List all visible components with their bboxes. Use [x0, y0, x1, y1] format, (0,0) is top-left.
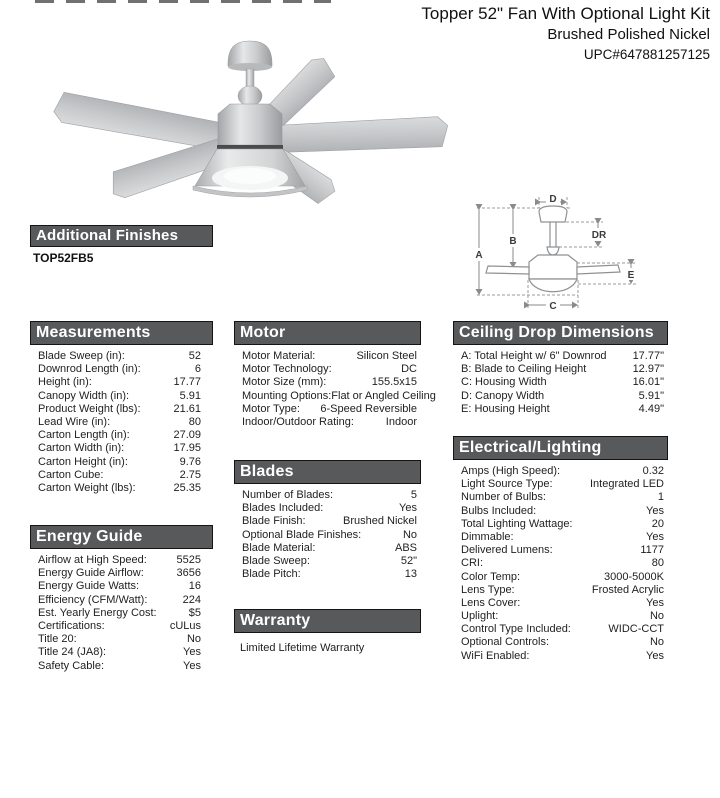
sku-code: TOP52FB5 — [33, 251, 94, 265]
spec-row — [234, 376, 421, 389]
section-blades — [234, 460, 421, 581]
spec-value: 17.77" — [632, 350, 664, 362]
spec-row — [453, 650, 668, 663]
spec-label: Delivered Lumens: — [461, 544, 553, 557]
spec-label: Certifications: — [38, 619, 105, 632]
spec-label: Blade Sweep: — [242, 554, 310, 567]
spec-label: Motor Technology: — [242, 363, 332, 376]
spec-row — [453, 363, 668, 376]
spec-label: B: Blade to Ceiling Height — [461, 363, 587, 376]
spec-row — [453, 557, 668, 570]
spec-label: WiFi Enabled: — [461, 649, 530, 662]
spec-label: Bulbs Included: — [461, 504, 537, 517]
spec-row — [234, 350, 421, 363]
motor-table — [234, 350, 436, 429]
spec-label: Airflow at High Speed: — [38, 554, 147, 566]
diagram-label-a: A — [475, 250, 483, 261]
spec-value: 2.75 — [179, 468, 201, 481]
spec-label: Light Source Type: — [461, 478, 553, 491]
spec-value: Yes — [399, 502, 417, 515]
spec-value: 17.77 — [173, 376, 201, 389]
spec-row — [453, 465, 668, 478]
spec-label: Dimmable: — [461, 530, 514, 543]
spec-row — [453, 610, 668, 623]
spec-label: Uplight: — [461, 610, 499, 623]
spec-label: Carton Width (in): — [38, 442, 125, 455]
spec-row — [30, 416, 213, 429]
spec-value: 27.09 — [173, 429, 201, 442]
spec-value: Yes — [646, 530, 664, 543]
spec-value: 6 — [194, 363, 201, 376]
title-block — [421, 3, 710, 64]
spec-row — [30, 567, 213, 580]
spec-row — [234, 542, 421, 555]
spec-value: cULus — [169, 619, 201, 632]
ceiling-drop-diagram — [460, 168, 710, 316]
spec-row — [234, 502, 421, 515]
spec-row — [30, 633, 213, 646]
spec-label: Lens Cover: — [461, 596, 521, 609]
product-title: Topper 52" Fan With Optional Light Kit — [421, 4, 710, 23]
section-header-measurements: Measurements — [30, 321, 213, 345]
spec-value: 1 — [657, 491, 664, 504]
fan-product-image — [50, 28, 460, 223]
spec-row — [453, 531, 668, 544]
spec-row — [30, 607, 213, 620]
spec-row — [30, 350, 213, 363]
section-warranty — [234, 609, 421, 654]
spec-value: 5.91 — [179, 389, 201, 402]
spec-row — [30, 390, 213, 403]
spec-value: 6-Speed Reversible — [320, 402, 417, 415]
spec-row — [234, 489, 421, 502]
spec-row — [234, 568, 421, 581]
spec-row — [453, 478, 668, 491]
spec-row — [453, 623, 668, 636]
product-finish: Brushed Polished Nickel — [547, 26, 710, 44]
spec-value: 5 — [410, 489, 417, 501]
spec-value: 1177 — [640, 544, 664, 557]
fan-canopy — [228, 41, 272, 71]
spec-value: $5 — [188, 606, 201, 619]
spec-label: Blade Finish: — [242, 515, 306, 528]
spec-row — [453, 403, 668, 416]
spec-value: 52 — [188, 350, 201, 362]
spec-value: No — [402, 528, 417, 541]
spec-row — [30, 442, 213, 455]
spec-value: 13 — [404, 568, 417, 581]
diagram-label-c: C — [549, 301, 557, 312]
spec-label: Blade Material: — [242, 541, 316, 554]
spec-row — [234, 389, 436, 403]
spec-value: 12.97" — [632, 363, 664, 376]
spec-label: Motor Size (mm): — [242, 376, 327, 389]
spec-label: Blades Included: — [242, 502, 324, 515]
spec-value: Silicon Steel — [356, 350, 417, 362]
spec-row — [30, 469, 213, 482]
section-header-ceiling-drop: Ceiling Drop Dimensions — [453, 321, 668, 345]
spec-row — [234, 515, 421, 528]
energy-guide-table — [30, 554, 213, 673]
spec-label: Indoor/Outdoor Rating: — [242, 415, 354, 428]
spec-value: DC — [401, 363, 417, 376]
spec-value: Integrated LED — [590, 478, 664, 491]
spec-row — [453, 491, 668, 504]
spec-row — [453, 597, 668, 610]
section-header-energy-guide: Energy Guide — [30, 525, 213, 549]
spec-label: Carton Height (in): — [38, 455, 128, 468]
section-electrical-lighting — [453, 436, 668, 663]
spec-row — [30, 660, 213, 673]
spec-label: Efficiency (CFM/Watt): — [38, 593, 148, 606]
spec-label: C: Housing Width — [461, 376, 547, 389]
spec-label: Number of Bulbs: — [461, 491, 546, 504]
spec-row — [30, 482, 213, 495]
spec-label: Motor Type: — [242, 402, 300, 415]
spec-value: Yes — [646, 504, 664, 517]
spec-label: Amps (High Speed): — [461, 465, 561, 477]
spec-label: Energy Guide Airflow: — [38, 567, 144, 580]
spec-row — [234, 555, 421, 568]
spec-label: Carton Length (in): — [38, 429, 130, 442]
spec-label: D: Canopy Width — [461, 389, 545, 402]
spec-label: Lens Type: — [461, 583, 515, 596]
spec-value: 3000-5000K — [604, 570, 664, 583]
spec-value: 80 — [651, 557, 664, 570]
spec-value: 20 — [651, 517, 664, 530]
section-measurements — [30, 321, 213, 495]
spec-value: WIDC-CCT — [608, 623, 664, 636]
spec-row — [234, 363, 421, 376]
spec-value: 224 — [182, 593, 201, 606]
spec-row — [30, 554, 213, 567]
diagram-label-b: B — [509, 236, 517, 247]
spec-value: No — [649, 636, 664, 649]
spec-label: Carton Weight (lbs): — [38, 481, 136, 494]
spec-value: No — [649, 610, 664, 623]
spec-label: Lead Wire (in): — [38, 415, 111, 428]
spec-row — [453, 636, 668, 649]
product-upc: UPC#647881257125 — [583, 47, 710, 62]
spec-value: 21.61 — [173, 402, 201, 415]
warranty-text: Limited Lifetime Warranty — [240, 642, 365, 654]
spec-row — [453, 518, 668, 531]
spec-value: No — [186, 633, 201, 646]
spec-row — [30, 429, 213, 442]
spec-value: 0.32 — [642, 465, 664, 477]
section-header-additional-finishes: Additional Finishes — [30, 225, 213, 247]
spec-value: Flat or Angled Ceiling — [331, 389, 436, 402]
spec-label: Blade Pitch: — [242, 568, 301, 581]
section-energy-guide — [30, 525, 213, 673]
spec-value: Yes — [183, 646, 201, 659]
spec-label: Title 24 (JA8): — [38, 646, 107, 659]
section-additional-finishes — [30, 225, 213, 247]
spec-row — [453, 571, 668, 584]
spec-row — [30, 646, 213, 659]
spec-label: Safety Cable: — [38, 659, 105, 672]
spec-label: E: Housing Height — [461, 402, 550, 415]
spec-row — [453, 376, 668, 389]
spec-value: Indoor — [385, 415, 417, 428]
spec-label: Optional Blade Finishes: — [242, 528, 362, 541]
fan-ball-joint — [238, 86, 262, 106]
spec-label: Product Weight (lbs): — [38, 402, 141, 415]
spec-label: Color Temp: — [461, 570, 521, 583]
spec-value: Yes — [646, 649, 664, 662]
spec-value: 80 — [188, 415, 201, 428]
section-motor — [234, 321, 436, 429]
spec-label: CRI: — [461, 557, 483, 570]
section-ceiling-drop-dimensions — [453, 321, 668, 416]
spec-value: Yes — [646, 596, 664, 609]
spec-label: A: Total Height w/ 6" Downrod — [461, 350, 607, 362]
spec-row — [234, 416, 421, 429]
ceiling-drop-table — [453, 350, 668, 416]
spec-value: 16.01" — [632, 376, 664, 389]
spec-value: 17.95 — [173, 442, 201, 455]
spec-label: Energy Guide Watts: — [38, 580, 140, 593]
spec-value: 16 — [188, 580, 201, 593]
spec-value: 5.91" — [638, 389, 664, 402]
spec-row — [30, 456, 213, 469]
spec-label: Motor Material: — [242, 350, 316, 362]
spec-label: Carton Cube: — [38, 468, 104, 481]
spec-row — [453, 544, 668, 557]
spec-label: Number of Blades: — [242, 489, 334, 501]
spec-label: Optional Controls: — [461, 636, 550, 649]
spec-label: Blade Sweep (in): — [38, 350, 125, 362]
spec-label: Mounting Options: — [242, 389, 332, 402]
spec-row — [453, 390, 668, 403]
spec-row — [30, 363, 213, 376]
section-header-warranty: Warranty — [234, 609, 421, 633]
spec-row — [453, 584, 668, 597]
spec-value: 9.76 — [179, 455, 201, 468]
spec-value: 5525 — [176, 554, 201, 566]
spec-value: Frosted Acrylic — [591, 583, 664, 596]
blades-table — [234, 489, 421, 581]
spec-value: Brushed Nickel — [343, 515, 417, 528]
spec-value: 52" — [400, 554, 417, 567]
spec-row — [453, 350, 668, 363]
spec-row — [30, 594, 213, 607]
spec-value: ABS — [394, 541, 417, 554]
section-header-motor: Motor — [234, 321, 421, 345]
spec-value: 25.35 — [173, 481, 201, 494]
spec-label: Est. Yearly Energy Cost: — [38, 606, 157, 619]
spec-row — [234, 403, 421, 416]
spec-row — [453, 505, 668, 518]
electrical-table — [453, 465, 668, 663]
spec-row — [234, 529, 421, 542]
spec-value: 3656 — [176, 567, 201, 580]
spec-row — [30, 580, 213, 593]
measurements-table — [30, 350, 213, 495]
spec-label: Canopy Width (in): — [38, 389, 130, 402]
section-header-blades: Blades — [234, 460, 421, 484]
spec-value: Yes — [183, 659, 201, 672]
spec-label: Title 20: — [38, 633, 77, 646]
spec-value: 4.49" — [638, 402, 664, 415]
diagram-label-d: D — [549, 194, 557, 205]
cropped-logo-strip — [35, 0, 331, 3]
diagram-label-dr: DR — [591, 230, 607, 241]
spec-row — [30, 376, 213, 389]
spec-row — [30, 403, 213, 416]
spec-label: Control Type Included: — [461, 623, 571, 636]
diagram-label-e: E — [627, 270, 635, 281]
spec-label: Height (in): — [38, 376, 92, 389]
spec-value: 155.5x15 — [371, 376, 417, 389]
spec-row — [30, 620, 213, 633]
spec-label: Total Lighting Wattage: — [461, 517, 573, 530]
spec-label: Downrod Length (in): — [38, 363, 141, 376]
section-header-electrical: Electrical/Lighting — [453, 436, 668, 460]
